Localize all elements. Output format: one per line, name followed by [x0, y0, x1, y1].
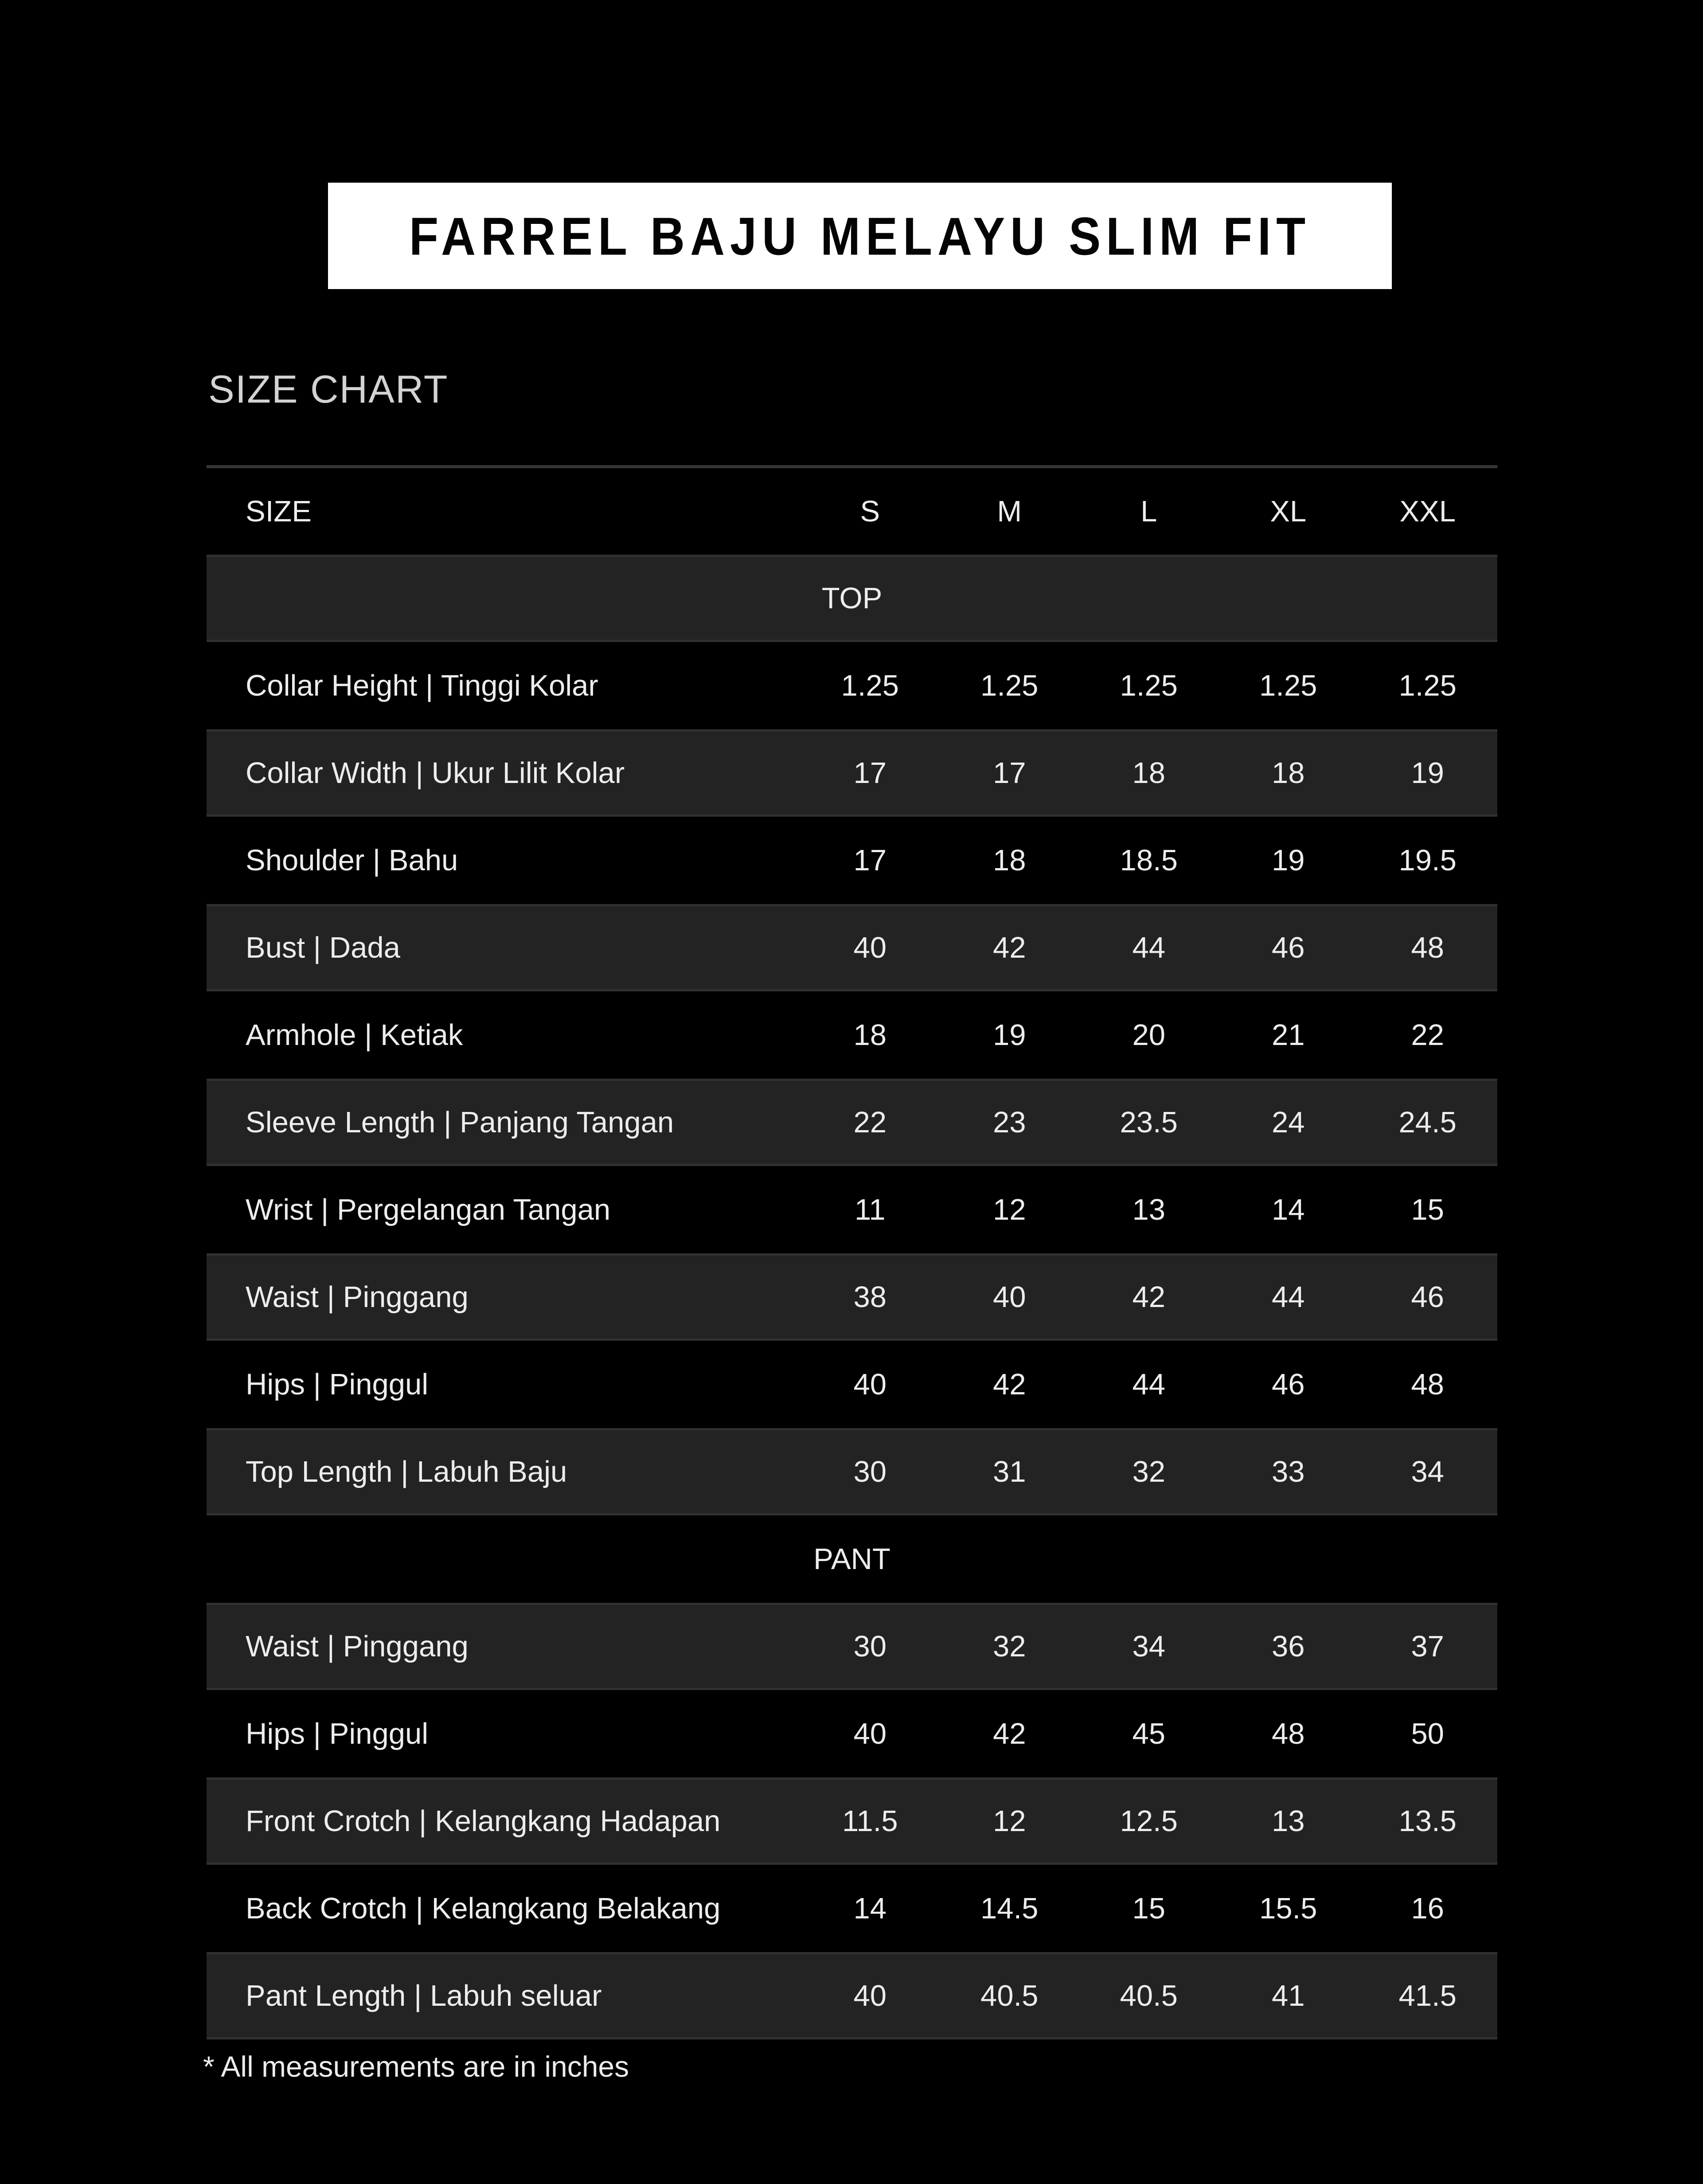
cell-value: 22 — [853, 1106, 887, 1139]
cell-value: 45 — [1132, 1717, 1165, 1750]
section-label: PANT — [813, 1542, 891, 1576]
row-label: Back Crotch | Kelangkang Belakang — [246, 1892, 721, 1925]
row-label: Wrist | Pergelangan Tangan — [246, 1193, 611, 1226]
cell-value: 42 — [1132, 1280, 1165, 1314]
cell-value: 40 — [853, 1717, 887, 1750]
cell-value: 40 — [853, 1979, 887, 2012]
size-table — [207, 465, 1497, 2039]
row-label: Armhole | Ketiak — [246, 1018, 463, 1052]
cell-value: 18 — [1271, 756, 1305, 790]
cell-value: 42 — [992, 1717, 1026, 1750]
cell-value: 46 — [1411, 1280, 1444, 1314]
cell-value: 34 — [1132, 1630, 1165, 1663]
cell-value: 30 — [853, 1630, 887, 1663]
cell-value: 12 — [992, 1193, 1026, 1226]
cell-value: 23 — [992, 1106, 1026, 1139]
column-header-m: M — [997, 495, 1022, 528]
row-label: Sleeve Length | Panjang Tangan — [246, 1106, 674, 1139]
cell-value: 15 — [1132, 1892, 1165, 1925]
cell-value: 1.25 — [1398, 669, 1457, 702]
cell-value: 1.25 — [1120, 669, 1178, 702]
row-label: Front Crotch | Kelangkang Hadapan — [246, 1804, 721, 1838]
row-label: Collar Width | Ukur Lilit Kolar — [246, 756, 625, 790]
cell-value: 40 — [853, 1368, 887, 1401]
cell-value: 19 — [1271, 844, 1305, 877]
cell-value: 12.5 — [1120, 1804, 1178, 1838]
cell-value: 17 — [853, 844, 887, 877]
cell-value: 48 — [1271, 1717, 1305, 1750]
cell-value: 24 — [1271, 1106, 1305, 1139]
cell-value: 1.25 — [1259, 669, 1317, 702]
cell-value: 18 — [992, 844, 1026, 877]
cell-value: 20 — [1132, 1018, 1165, 1052]
table-row — [207, 1603, 1497, 1690]
cell-value: 44 — [1271, 1280, 1305, 1314]
cell-value: 16 — [1411, 1892, 1444, 1925]
cell-value: 40.5 — [980, 1979, 1039, 2012]
cell-value: 33 — [1271, 1455, 1305, 1488]
cell-value: 41.5 — [1398, 1979, 1457, 2012]
cell-value: 15 — [1411, 1193, 1444, 1226]
table-row — [207, 1777, 1497, 1865]
cell-value: 14 — [853, 1892, 887, 1925]
row-label: Collar Height | Tinggi Kolar — [246, 669, 598, 702]
cell-value: 13 — [1132, 1193, 1165, 1226]
cell-value: 18 — [853, 1018, 887, 1052]
section-label: TOP — [821, 582, 883, 615]
cell-value: 44 — [1132, 1368, 1165, 1401]
size-column-header: SIZE — [246, 495, 312, 528]
table-top-rule — [207, 465, 1497, 468]
table-row — [207, 729, 1497, 817]
cell-value: 18 — [1132, 756, 1165, 790]
cell-value: 46 — [1271, 1368, 1305, 1401]
column-header-xxl: XXL — [1399, 495, 1456, 528]
column-header-s: S — [860, 495, 880, 528]
row-label: Hips | Pinggul — [246, 1717, 429, 1750]
section-row-pant — [207, 1515, 1497, 1603]
cell-value: 13.5 — [1398, 1804, 1457, 1838]
cell-value: 23.5 — [1120, 1106, 1178, 1139]
cell-value: 37 — [1411, 1630, 1444, 1663]
table-row — [207, 1166, 1497, 1253]
cell-value: 30 — [853, 1455, 887, 1488]
cell-value: 42 — [992, 1368, 1026, 1401]
table-row — [207, 1690, 1497, 1777]
cell-value: 11 — [854, 1193, 886, 1226]
cell-value: 34 — [1411, 1455, 1444, 1488]
cell-value: 15.5 — [1259, 1892, 1317, 1925]
cell-value: 14 — [1271, 1193, 1305, 1226]
table-row — [207, 1952, 1497, 2039]
cell-value: 42 — [992, 931, 1026, 964]
size-chart-heading: SIZE CHART — [208, 367, 449, 411]
cell-value: 17 — [992, 756, 1026, 790]
table-row — [207, 817, 1497, 904]
cell-value: 50 — [1411, 1717, 1444, 1750]
cell-value: 41 — [1271, 1979, 1305, 2012]
cell-value: 1.25 — [841, 669, 899, 702]
cell-value: 24.5 — [1398, 1106, 1457, 1139]
cell-value: 40 — [992, 1280, 1026, 1314]
cell-value: 1.25 — [980, 669, 1039, 702]
cell-value: 12 — [992, 1804, 1026, 1838]
cell-value: 13 — [1271, 1804, 1305, 1838]
cell-value: 14.5 — [980, 1892, 1039, 1925]
row-label: Waist | Pinggang — [246, 1630, 469, 1663]
table-row — [207, 1428, 1497, 1515]
table-row — [207, 1253, 1497, 1341]
row-label: Top Length | Labuh Baju — [246, 1455, 567, 1488]
cell-value: 19.5 — [1398, 844, 1457, 877]
row-label: Pant Length | Labuh seluar — [246, 1979, 602, 2012]
cell-value: 18.5 — [1120, 844, 1178, 877]
table-header-row — [207, 468, 1497, 555]
cell-value: 22 — [1411, 1018, 1444, 1052]
cell-value: 11.5 — [842, 1804, 898, 1838]
row-label: Waist | Pinggang — [246, 1280, 469, 1314]
title-banner — [328, 183, 1392, 289]
column-header-xl: XL — [1270, 495, 1307, 528]
table-row — [207, 904, 1497, 991]
cell-value: 40.5 — [1120, 1979, 1178, 2012]
row-label: Shoulder | Bahu — [246, 844, 458, 877]
table-row — [207, 1079, 1497, 1166]
cell-value: 31 — [992, 1455, 1026, 1488]
measurements-footnote: * All measurements are in inches — [203, 2050, 629, 2083]
table-row — [207, 991, 1497, 1079]
cell-value: 38 — [853, 1280, 887, 1314]
product-title: FARREL BAJU MELAYU SLIM FIT — [409, 206, 1311, 266]
cell-value: 40 — [853, 931, 887, 964]
row-label: Bust | Dada — [246, 931, 400, 964]
cell-value: 19 — [992, 1018, 1026, 1052]
cell-value: 32 — [992, 1630, 1026, 1663]
column-header-l: L — [1141, 495, 1157, 528]
cell-value: 19 — [1411, 756, 1444, 790]
cell-value: 46 — [1271, 931, 1305, 964]
cell-value: 32 — [1132, 1455, 1165, 1488]
cell-value: 17 — [853, 756, 887, 790]
table-row — [207, 642, 1497, 729]
cell-value: 44 — [1132, 931, 1165, 964]
cell-value: 21 — [1271, 1018, 1305, 1052]
cell-value: 48 — [1411, 1368, 1444, 1401]
table-row — [207, 1865, 1497, 1952]
cell-value: 36 — [1271, 1630, 1305, 1663]
cell-value: 48 — [1411, 931, 1444, 964]
table-row — [207, 1341, 1497, 1428]
row-label: Hips | Pinggul — [246, 1368, 429, 1401]
section-row-top — [207, 555, 1497, 642]
